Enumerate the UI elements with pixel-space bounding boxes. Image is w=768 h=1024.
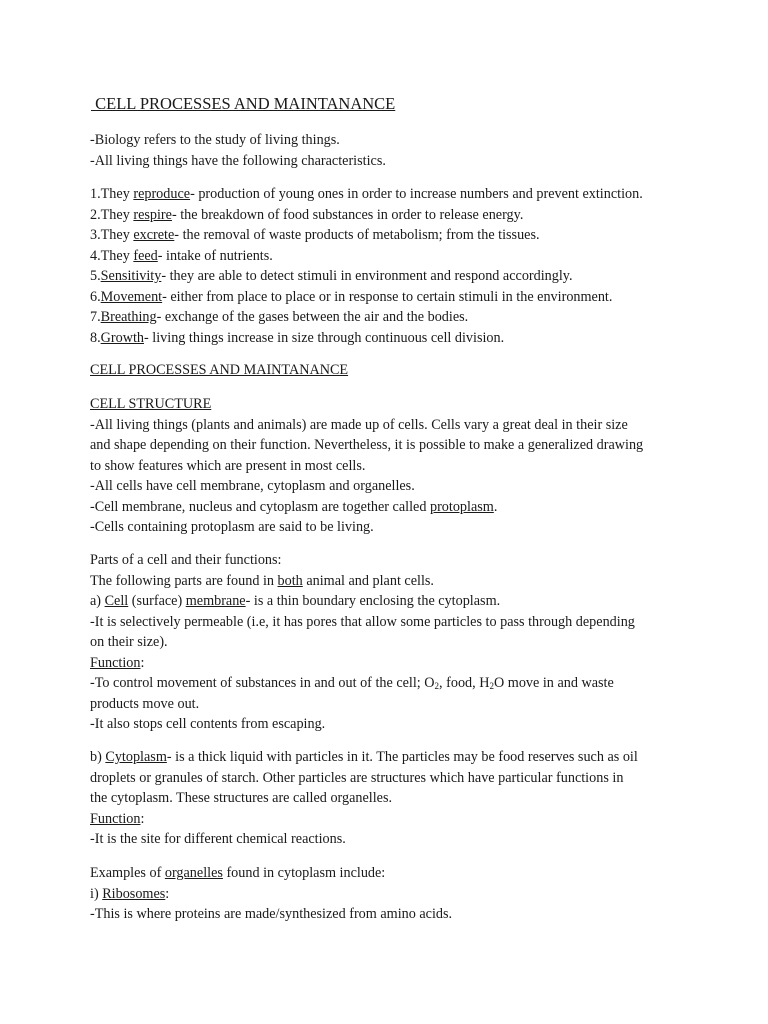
- term: protoplasm: [429, 498, 494, 515]
- paragraph-line: -All living things (plants and animals) are made up of cells. Cells vary a great deal in their size: [90, 416, 628, 433]
- paragraph-line: The following parts are found in both animal and plant cells.: [90, 572, 434, 589]
- function-label: Function: [90, 810, 141, 827]
- list-item: i) Ribosomes:: [90, 885, 170, 902]
- term: Cytoplasm: [105, 749, 167, 765]
- list-item: 4.They feed- intake of nutrients.: [90, 247, 273, 264]
- parts-section: [90, 550, 690, 735]
- paragraph-line: -It is the site for different chemical reactions.: [90, 831, 346, 847]
- paragraph-line: -Cells containing protoplasm are said to be living.: [90, 519, 374, 535]
- cytoplasm-line: b) Cytoplasm- is a thick liquid with particles in it. The particles may be food reserves such as oil: [90, 749, 638, 765]
- protoplasm-line: -Cell membrane, nucleus and cytoplasm are together called protoplasm.: [90, 498, 498, 515]
- paragraph-line: to show features which are present in most cells.: [90, 457, 366, 474]
- term: Ribosomes: [102, 885, 166, 902]
- paragraph-line: -It is selectively permeable (i.e, it has pores that allow some particles to pass through depending: [90, 613, 635, 630]
- paragraph-line: -It also stops cell contents from escaping.: [90, 716, 326, 732]
- organelles-section: [90, 863, 690, 925]
- membrane-line: a) Cell (surface) membrane- is a thin boundary enclosing the cytoplasm.: [90, 593, 501, 609]
- term: Cell: [104, 593, 129, 609]
- characteristics-list: [90, 184, 690, 348]
- function-label-line: Function:: [90, 810, 145, 827]
- list-item: 1.They reproduce- production of young ones in order to increase numbers and prevent extinction.: [90, 186, 643, 202]
- intro-line: -Biology refers to the study of living things.: [90, 132, 340, 148]
- list-item: 7.Breathing- exchange of the gases between the air and the bodies.: [90, 309, 469, 325]
- term: organelles: [164, 865, 223, 881]
- term: Movement: [100, 288, 163, 305]
- list-item: 2.They respire- the breakdown of food substances in order to release energy.: [90, 206, 524, 223]
- term: Breathing: [100, 309, 157, 325]
- intro-line: -All living things have the following characteristics.: [90, 152, 386, 169]
- cell-structure-heading: CELL STRUCTURE: [90, 396, 212, 412]
- term: Growth: [100, 329, 144, 346]
- term: feed: [133, 247, 158, 264]
- paragraph-line: Examples of organelles found in cytoplasm include:: [90, 865, 386, 881]
- cell-structure-section: [90, 394, 690, 538]
- paragraph-line: the cytoplasm. These structures are called organelles.: [90, 790, 393, 806]
- function-label-line: Function:: [90, 654, 145, 671]
- paragraph-line: -All cells have cell membrane, cytoplasm and organelles.: [90, 478, 415, 494]
- paragraph-line: -To control movement of substances in and out of the cell; $O_2$, food, $H_2O$ move in and waste: [90, 675, 614, 691]
- parts-heading: Parts of a cell and their functions:: [90, 552, 282, 568]
- paragraph-line: products move out.: [90, 695, 200, 712]
- term: reproduce: [133, 186, 191, 202]
- term: both: [277, 572, 303, 589]
- paragraph-line: on their size).: [90, 634, 168, 650]
- section-heading: CELL PROCESSES AND MAINTANANCE: [90, 362, 349, 378]
- section-heading-block: [90, 360, 690, 381]
- paragraph-line: -This is where proteins are made/synthesized from amino acids.: [90, 906, 453, 922]
- term: respire: [133, 206, 172, 223]
- paragraph-line: droplets or granules of starch. Other particles are structures which have particular functions in: [90, 769, 624, 786]
- cytoplasm-section: [90, 747, 690, 850]
- list-item: 6.Movement- either from place to place or in response to certain stimuli in the environment.: [90, 288, 613, 305]
- list-item: 8.Growth- living things increase in size through continuous cell division.: [90, 329, 505, 346]
- list-item: 5.Sensitivity- they are able to detect stimuli in environment and respond accordingly.: [90, 268, 573, 284]
- intro-section: [90, 130, 690, 171]
- page-title: CELL PROCESSES AND MAINTANANCE: [91, 94, 396, 113]
- term: excrete: [133, 227, 175, 243]
- term: Sensitivity: [100, 268, 162, 284]
- term: membrane: [185, 593, 246, 609]
- function-label: Function: [90, 654, 141, 671]
- list-item: 3.They excrete- the removal of waste products of metabolism; from the tissues.: [90, 227, 540, 243]
- paragraph-line: and shape depending on their function. Nevertheless, it is possible to make a generalized drawing: [90, 437, 644, 453]
